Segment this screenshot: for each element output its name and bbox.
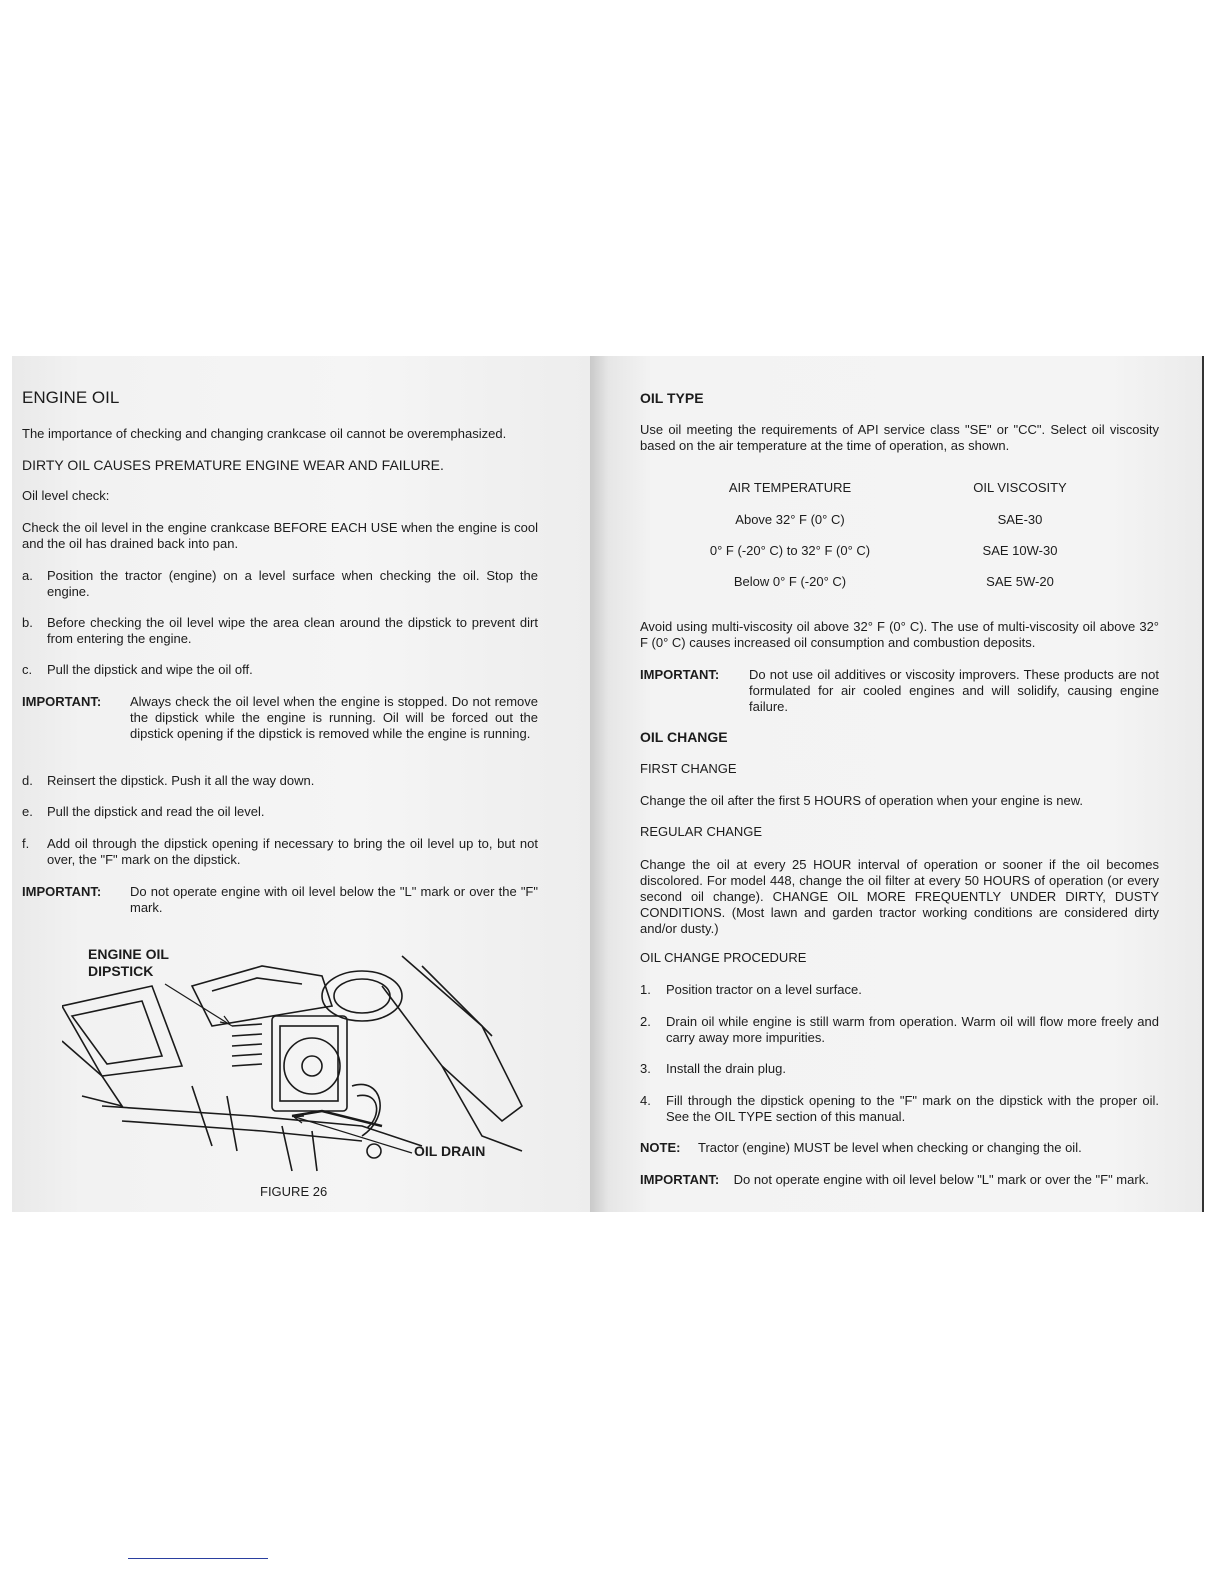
list-item (640, 1061, 1159, 1077)
important-label: IMPORTANT: (22, 884, 102, 899)
figure-caption: FIGURE 26 (260, 1184, 328, 1199)
intro-text: The importance of checking and changing crankcase oil cannot be overemphasized. (22, 426, 507, 441)
important-text: Do not operate engine with oil level below the "L" mark or over the "F" mark. (130, 884, 538, 915)
list-item-label: f. (22, 836, 30, 851)
procedure-heading: OIL CHANGE PROCEDURE (640, 950, 807, 965)
step-text: Position tractor on a level surface. (666, 982, 862, 997)
list-item-text: Add oil through the dipstick opening if necessary to bring the oil level up to, but not over, the "F" mark on the dipstick. (47, 836, 538, 867)
note-text: Tractor (engine) MUST be level when checking or changing the oil. (698, 1140, 1082, 1155)
list-item-label: b. (22, 615, 33, 630)
step-text: Fill through the dipstick opening to the "F" mark on the dipstick with the proper oil. See the OIL TYPE section of this manual. (666, 1093, 1159, 1124)
oil-level-check-heading: Oil level check: (22, 488, 110, 503)
avoid-multi-viscosity-text: Avoid using multi-viscosity oil above 32° F (0° C). The use of multi-viscosity oil above 32° F (0° C) causes increased oil consumption and combustion deposits. (640, 619, 1159, 650)
regular-change-text: Change the oil at every 25 HOUR interval of operation or sooner if the oil becomes discolored. For model 448, change the oil filter at every 50 HOURS of operation (or every second oil change). CHANGE OIL MORE FREQUENTLY UNDER DIRTY, DUSTY CONDITIONS. (Most lawn and garden tractor working conditions are considered dirty and/or dusty.) (640, 857, 1159, 936)
step-number: 1. (640, 982, 651, 997)
list-item-label: e. (22, 804, 33, 819)
list-item (22, 836, 538, 868)
step-number: 2. (640, 1014, 651, 1029)
list-item-label: a. (22, 568, 33, 583)
important-note-2 (22, 884, 538, 916)
important-label: IMPORTANT: (640, 667, 720, 682)
list-item (22, 804, 538, 820)
list-item-label: c. (22, 662, 33, 677)
right-page (590, 356, 1204, 1212)
step-number: 4. (640, 1093, 651, 1108)
first-change-heading: FIRST CHANGE (640, 761, 737, 776)
note-label: NOTE: (640, 1140, 681, 1155)
engine-illustration (62, 946, 532, 1176)
table-cell-viscosity: SAE 5W-20 (986, 574, 1054, 589)
figure-engine-diagram (62, 946, 532, 1176)
important-note-4 (640, 1172, 1159, 1188)
footer-rule (128, 1558, 268, 1559)
important-note-1 (22, 694, 538, 758)
label-dipstick: DIPSTICK (88, 963, 154, 979)
section-title-oil-change: OIL CHANGE (640, 729, 728, 745)
table-cell-temp: Above 32° F (0° C) (735, 512, 845, 527)
warning-text: DIRTY OIL CAUSES PREMATURE ENGINE WEAR AND FAILURE. (22, 457, 444, 473)
list-item-text: Position the tractor (engine) on a level surface when checking the oil. Stop the engine. (47, 568, 538, 599)
section-title-engine-oil: ENGINE OIL (22, 388, 120, 407)
step-text: Install the drain plug. (666, 1061, 786, 1076)
table-header-air-temperature: AIR TEMPERATURE (728, 480, 852, 495)
table-cell-temp: Below 0° F (-20° C) (733, 574, 847, 589)
table-cell-viscosity: SAE-30 (997, 512, 1043, 527)
list-item-text: Pull the dipstick and read the oil level. (47, 804, 265, 819)
section-title-oil-type: OIL TYPE (640, 390, 704, 406)
important-text: Do not use oil additives or viscosity improvers. These products are not formulated for air cooled engines and will solidify, causing engine failure. (749, 667, 1159, 714)
list-item (22, 615, 538, 647)
oil-type-text: Use oil meeting the requirements of API service class "SE" or "CC". Select oil viscosity based on the air temperature at the time of operation, as shown. (640, 422, 1159, 453)
table-cell-temp: 0° F (-20° C) to 32° F (0° C) (709, 543, 871, 558)
list-item (640, 1093, 1159, 1125)
left-page (12, 356, 590, 1212)
list-item-label: d. (22, 773, 33, 788)
important-label: IMPORTANT: (22, 694, 102, 709)
first-change-text: Change the oil after the first 5 HOURS of operation when your engine is new. (640, 793, 1083, 808)
list-item (640, 982, 1159, 998)
label-engine-oil: ENGINE OIL (88, 946, 169, 962)
important-note-3 (640, 667, 1159, 715)
important-text: Always check the oil level when the engine is stopped. Do not remove the dipstick while the engine is running. Oil will be forced out the dipstick opening if the dipstick is removed while the engine is running. (130, 694, 538, 741)
label-oil-drain: OIL DRAIN (414, 1143, 486, 1159)
important-text: Do not operate engine with oil level below "L" mark or over the "F" mark. (733, 1172, 1149, 1187)
table-cell-viscosity: SAE 10W-30 (982, 543, 1058, 558)
list-item (22, 773, 538, 789)
important-label: IMPORTANT: (640, 1172, 720, 1187)
step-text: Drain oil while engine is still warm from operation. Warm oil will flow more freely and carry away more impurities. (666, 1014, 1159, 1045)
note (640, 1140, 1159, 1156)
table-header-oil-viscosity: OIL VISCOSITY (973, 480, 1067, 495)
list-item (22, 662, 538, 678)
list-item-text: Pull the dipstick and wipe the oil off. (47, 662, 253, 677)
list-item (22, 568, 538, 600)
list-item-text: Reinsert the dipstick. Push it all the way down. (47, 773, 315, 788)
step-number: 3. (640, 1061, 651, 1076)
list-item (640, 1014, 1159, 1046)
regular-change-heading: REGULAR CHANGE (640, 824, 763, 839)
list-item-text: Before checking the oil level wipe the area clean around the dipstick to prevent dirt from entering the engine. (47, 615, 538, 646)
oil-level-check-text: Check the oil level in the engine crankcase BEFORE EACH USE when the engine is cool and the oil has drained back into pan. (22, 520, 538, 551)
